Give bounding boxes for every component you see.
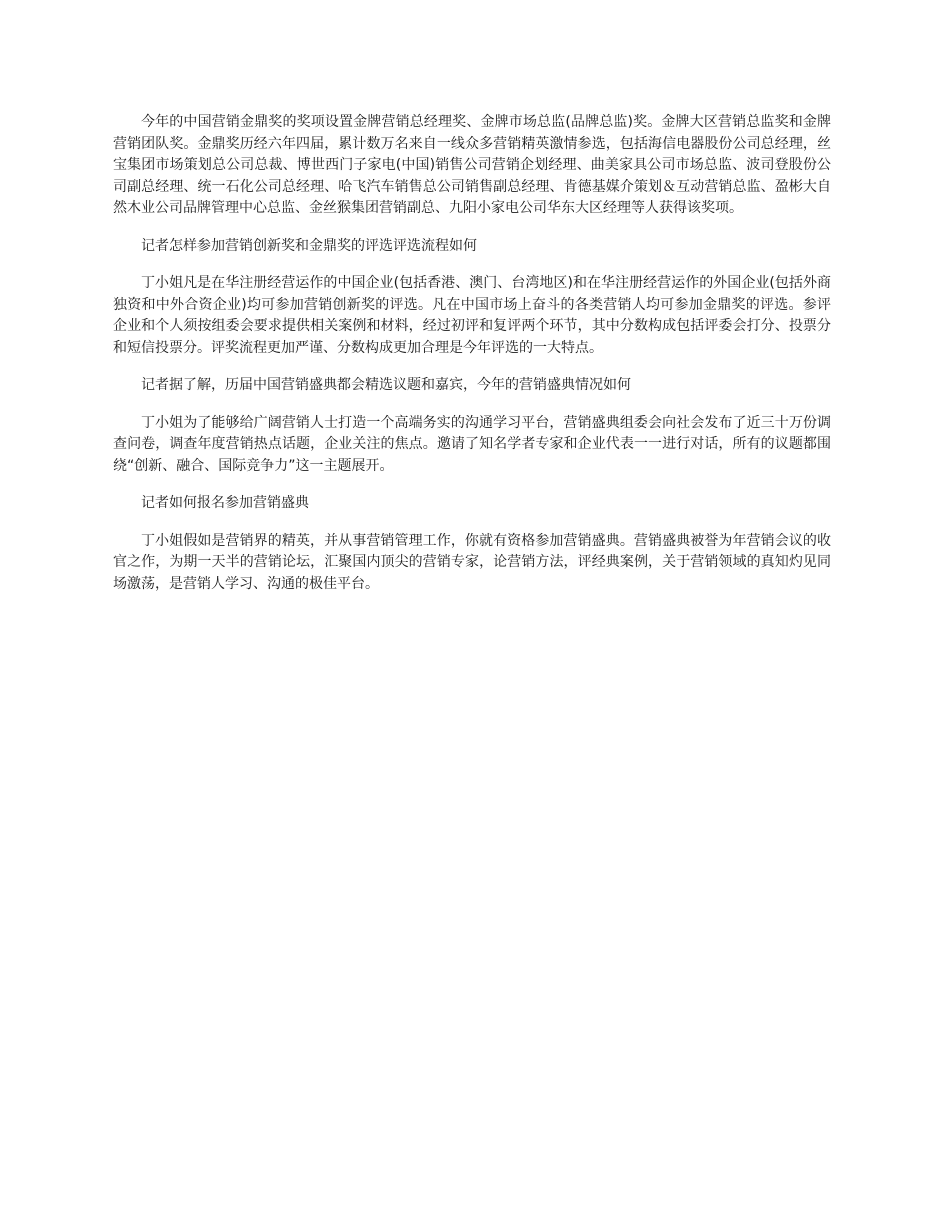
document-body	[113, 112, 831, 611]
paragraph-award-intro: 今年的中国营销金鼎奖的奖项设置金牌营销总经理奖、金牌市场总监(品牌总监)奖。金牌大区营销总监奖和金牌营销团队奖。金鼎奖历经六年四届，累计数万名来自一线众多营销精英激情参选，包括海信电器股份公司总经理，丝宝集团市场策划总公司总裁、博世西门子家电(中国)销售公司营销企划经理、曲美家具公司市场总监、波司登股份公司副总经理、统一石化公司总经理、哈飞汽车销售总公司销售副总经理、肯德基媒介策划＆互动营销总监、盈彬大自然木业公司品牌管理中心总监、金丝猴集团营销副总、九阳小家电公司华东大区经理等人获得该奖项。	[113, 114, 831, 216]
paragraph-answer-1: 丁小姐凡是在华注册经营运作的中国企业(包括香港、澳门、台湾地区)和在华注册经营运作的外国企业(包括外商独资和中外合资企业)均可参加营销创新奖的评选。凡在中国市场上奋斗的各类营销人均可参加金鼎奖的评选。参评企业和个人须按组委会要求提供相关案例和材料，经过初评和复评两个环节，其中分数构成包括评委会打分、投票分和短信投票分。评奖流程更加严谨、分数构成更加合理是今年评选的一大特点。	[113, 275, 831, 356]
paragraph-question-3: 记者如何报名参加营销盛典	[141, 495, 309, 511]
paragraph-answer-3: 丁小姐假如是营销界的精英，并从事营销管理工作，你就有资格参加营销盛典。营销盛典被誉为年营销会议的收官之作，为期一天半的营销论坛，汇聚国内顶尖的营销专家，论营销方法，评经典案例，关于营销领域的真知灼见同场激荡，是营销人学习、沟通的极佳平台。	[113, 532, 831, 592]
paragraph-question-1: 记者怎样参加营销创新奖和金鼎奖的评选评选流程如何	[141, 237, 477, 254]
paragraph-question-2: 记者据了解，历届中国营销盛典都会精选议题和嘉宾，今年的营销盛典情况如何	[141, 377, 631, 393]
paragraph-answer-2: 丁小姐为了能够给广阔营销人士打造一个高端务实的沟通学习平台，营销盛典组委会向社会发布了近三十万份调查问卷，调查年度营销热点话题，企业关注的焦点。邀请了知名学者专家和企业代表一一进行对话，所有的议题都围绕“创新、融合、国际竞争力”这一主题展开。	[113, 414, 831, 474]
